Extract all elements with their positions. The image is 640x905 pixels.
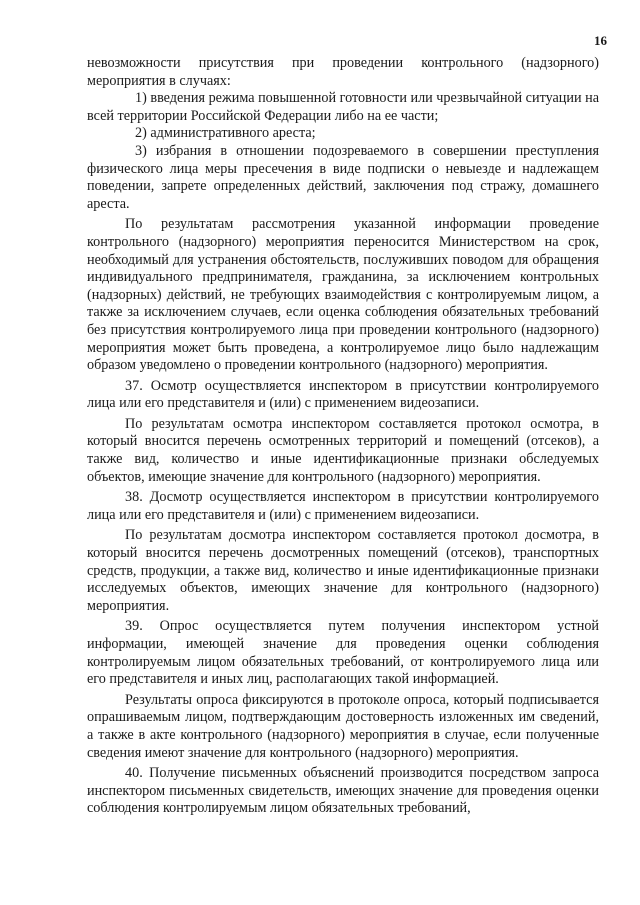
paragraph-postponement: По результатам рассмотрения указанной информации проведение контрольного (надзорного) мероприятия переносится Министерством на срок, необходимый для устранения обстоятельств, послуживших поводом для обращения индивидуального предпринимателя, гражданина, за исключением контрольных (надзорных) действий, не требующих взаимодействия с контролируемым лицом, а также за исключением случаев, если оценка соблюдения обязательных требований без присутствия контролируемого лица при проведении контрольного (надзорного) мероприятия может быть проведена, а контролируемое лицо было надлежащим образом уведомлено о проведении контрольного (надзорного) мероприятия. (87, 216, 599, 374)
paragraph-38-search: 38. Досмотр осуществляется инспектором в присутствии контролируемого лица или его представителя и (или) с применением видеозаписи. (87, 489, 599, 523)
paragraph-37-inspection: 37. Осмотр осуществляется инспектором в присутствии контролируемого лица или его представителя и (или) с применением видеозаписи. (87, 377, 599, 412)
paragraph-interview-results: Результаты опроса фиксируются в протоколе опроса, который подписывается опрашиваемым лицом, подтверждающим достоверность изложенных им сведений, а также в акте контрольного (надзорного) мероприятия в случае, если полученные сведения имеют значение для контрольного (надзорного) мероприятия. (87, 691, 599, 761)
paragraph-continuation: невозможности присутствия при проведении контрольного (надзорного) мероприятия в случаях: (87, 55, 599, 89)
document-body (87, 55, 599, 818)
list-item-2: 2) административного ареста; (135, 125, 316, 142)
paragraph-inspection-protocol: По результатам осмотра инспектором составляется протокол осмотра, в который вносится перечень осмотренных территорий и помещений (отсеков), а также вид, количество и иные идентификационные признаки обследуемых объектов, имеющие значение для контрольного (надзорного) мероприятия. (87, 415, 599, 485)
paragraph-39-interview: 39. Опрос осуществляется путем получения инспектором устной информации, имеющей значение для проведения оценки соблюдения контролируемым лицом обязательных требований, от контролируемого лица или его представителя и иных лиц, располагающих такой информацией. (87, 618, 599, 688)
page-number: 16 (594, 33, 607, 48)
list-item-1: 1) введения режима повышенной готовности или чрезвычайной ситуации на всей территории Российской Федерации либо на ее части; (87, 90, 600, 124)
paragraph-search-protocol: По результатам досмотра инспектором составляется протокол досмотра, в который вносится перечень досмотренных помещений (отсеков), транспортных средств, продукции, а также вид, количество и иные идентификационные признаки исследуемых объектов, имеющих значение для контрольного (надзорного) мероприятия. (87, 527, 599, 614)
paragraph-40-explanations: 40. Получение письменных объяснений производится посредством запроса инспектором письменных свидетельств, имеющих значение для проведения оценки соблюдения контролируемым лицом обязательных требований, (87, 765, 599, 817)
list-item-3: 3) избрания в отношении подозреваемого в совершении преступления физического лица меры пресечения в виде подписки о невыезде и надлежащем поведении, запрете определенных действий, заключения под стражу, домашнего ареста. (87, 142, 599, 212)
